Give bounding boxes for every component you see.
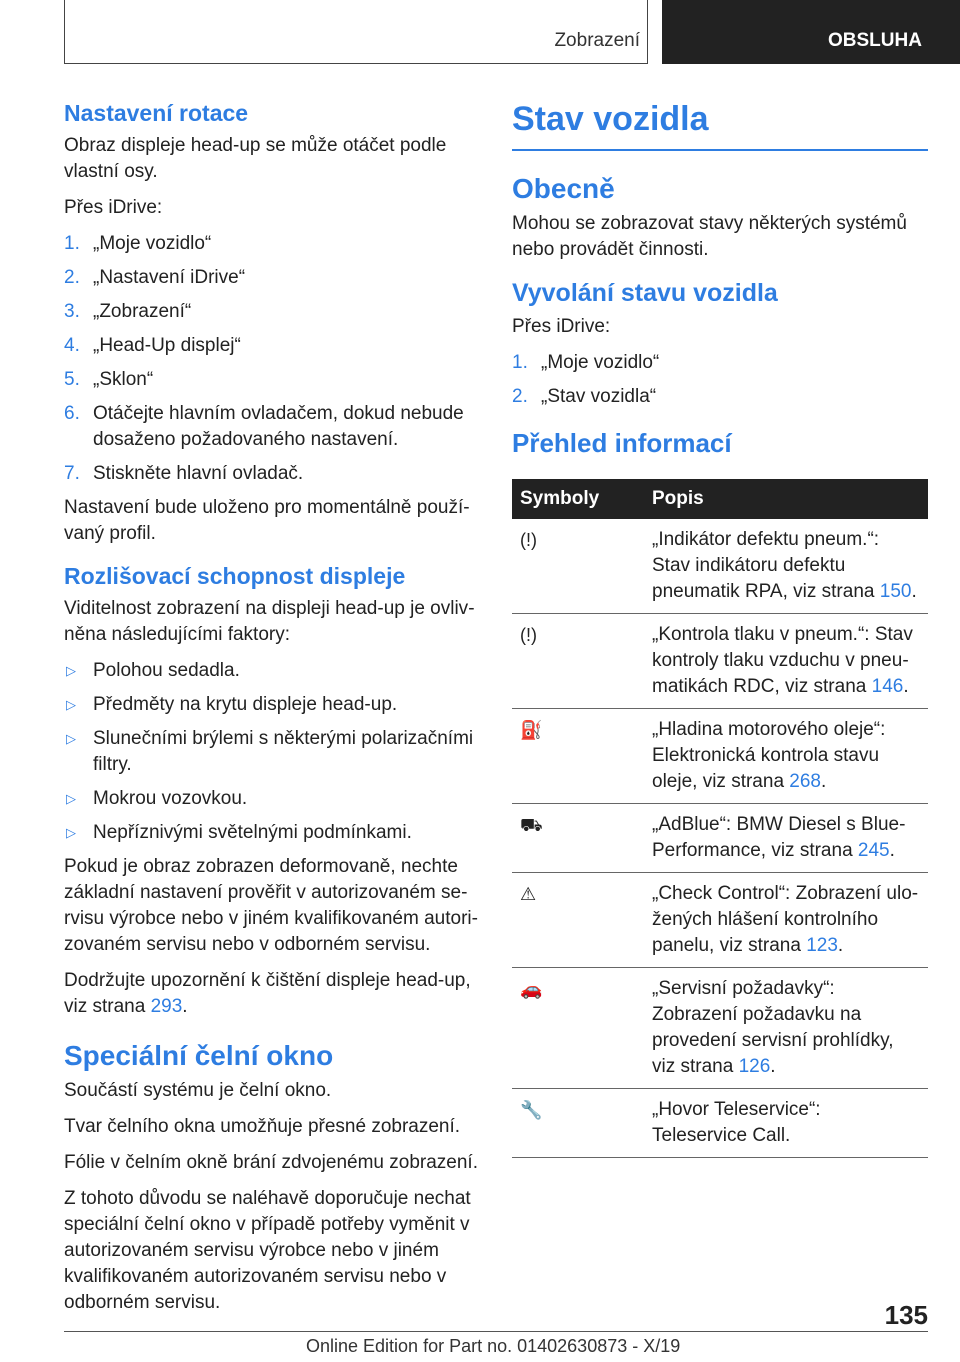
row-text: „Kontrola tlaku v pneum.“: Stav kontroly tlaku vzduchu v pneumatikách RDC, viz strana: [652, 624, 913, 697]
table-row: (!) „Kontrola tlaku v pneum.“: Stav kontroly tlaku vzduchu v pneumatikách RDC, viz strana 146.: [512, 614, 928, 709]
triangle-bullet-icon: ▷: [66, 731, 76, 746]
status-steps: [512, 350, 928, 410]
triangle-bullet-icon: ▷: [66, 663, 76, 678]
step-text: „Moje vozidlo“: [93, 233, 212, 254]
step-item: [64, 299, 478, 325]
step-item: [512, 384, 928, 410]
step-number: 3.: [64, 301, 80, 322]
step-item: [64, 231, 478, 257]
row-text: „Hladina motorového oleje“: Elektronická kontrola stavu oleje, viz strana: [652, 719, 886, 792]
resolution-heading: Rozlišovací schopnost displeje: [64, 563, 406, 589]
windshield-p4: Z tohoto důvodu se naléhavě doporučuje nechat speciální čelní okno v případě potřeby vyměnit v autorizovaném servisu výrobce nebo v jiném kvalifikovaném autorizovaném servisu nebo v odborném servisu.: [64, 1188, 471, 1313]
factor-text: Nepříznivými světelnými podmínkami.: [93, 822, 412, 843]
teleservice-wrench-icon: 🔧: [520, 1100, 543, 1120]
triangle-bullet-icon: ▷: [66, 697, 76, 712]
vehicle-status-title: Stav vozidla: [512, 100, 928, 151]
page-link-293[interactable]: 293: [150, 996, 183, 1017]
overview-heading: Přehled informací: [512, 428, 732, 458]
tire-pressure-warning-icon: (!): [520, 530, 537, 550]
saved-text: Nastavení bude uloženo pro momentálně používaný profil.: [64, 497, 470, 544]
car-service-icon: 🚗: [520, 979, 543, 999]
table-row: 🚗 „Servisní požadavky“: Zobrazení požadavku na provedení servisní prohlídky, viz strana 126.: [512, 968, 928, 1089]
footer-edition: Online Edition for Part no. 01402630873 - X/19: [306, 1336, 681, 1356]
triangle-bullet-icon: ▷: [66, 791, 76, 806]
step-text: „Head-Up displej“: [93, 335, 241, 356]
col-symbols: Symboly: [512, 479, 644, 519]
via-idrive-text: Přes iDrive:: [64, 197, 163, 218]
left-column: [64, 100, 478, 1326]
step-item: [64, 333, 478, 359]
row-text: „Check Control“: Zobrazení uložených hlášení kontrolního panelu, viz strana: [652, 883, 919, 956]
row-text: „Hovor Teleservice“: Teleservice Call.: [652, 1099, 821, 1146]
table-row: ⛟ „AdBlue“: BMW Diesel s BluePerformance, viz strana 245.: [512, 804, 928, 873]
call-status-heading: Vyvolání stavu vozidla: [512, 279, 778, 307]
step-number: 1.: [64, 233, 80, 254]
table-row: [512, 1089, 928, 1158]
factor-text: Mokrou vozovkou.: [93, 788, 248, 809]
step-number: 5.: [64, 369, 80, 390]
windshield-heading: Speciální čelní okno: [64, 1040, 334, 1071]
row-text: „Servisní požadavky“: Zobrazení požadavku na provedení servisní prohlídky, viz strana: [652, 978, 894, 1077]
step-number: 2.: [512, 386, 528, 407]
rotation-text: Obraz displeje head-up se může otáčet podle vlastní osy.: [64, 135, 447, 182]
header-section-title: Zobrazení: [554, 30, 640, 51]
row-text: „AdBlue“: BMW Diesel s BluePerformance, viz strana: [652, 814, 906, 861]
page-number: 135: [884, 1300, 928, 1330]
table-row: (!) „Indikátor defektu pneum.“: Stav indikátoru defektu pneumatik RPA, viz strana 150.: [512, 519, 928, 614]
step-text: Otáčejte hlavním ovladačem, dokud nebude dosaženo požadovaného nastavení.: [93, 403, 464, 450]
tire-pressure-control-icon: (!): [520, 625, 537, 645]
factor-item: [64, 786, 478, 812]
step-text: „Moje vozidlo“: [541, 352, 660, 373]
factor-item: [64, 658, 478, 684]
via-idrive-text: Přes iDrive:: [512, 316, 611, 337]
info-table: [512, 479, 928, 1158]
windshield-p1: Součástí systému je čelní okno.: [64, 1080, 332, 1101]
warning-triangle-icon: ⚠: [520, 884, 537, 904]
factor-text: Polohou sedadla.: [93, 660, 240, 681]
factor-list: [64, 658, 478, 846]
windshield-p2: Tvar čelního okna umožňuje přesné zobrazení.: [64, 1116, 461, 1137]
step-text: Stiskněte hlavní ovladač.: [93, 463, 304, 484]
table-header: [512, 479, 928, 519]
step-number: 6.: [64, 403, 80, 424]
cleaning-text: Dodržujte upozornění k čištění displeje head-up, viz strana 293.: [64, 970, 471, 1017]
footer-divider: [64, 1331, 928, 1332]
rotation-steps: [64, 231, 478, 487]
step-item: [64, 367, 478, 393]
step-number: 7.: [64, 463, 80, 484]
factor-text: Předměty na krytu displeje head-up.: [93, 694, 398, 715]
step-number: 2.: [64, 267, 80, 288]
page-link[interactable]: 123: [806, 935, 838, 956]
page-link[interactable]: 146: [871, 676, 904, 697]
row-text: „Indikátor defektu pneum.“: Stav indikátoru defektu pneumatik RPA, viz strana: [652, 529, 880, 602]
step-text: „Zobrazení“: [93, 301, 192, 322]
table-row: ⚠ „Check Control“: Zobrazení uložených hlášení kontrolního panelu, viz strana 123.: [512, 873, 928, 968]
rotation-heading: Nastavení rotace: [64, 100, 249, 126]
deformed-text: Pokud je obraz zobrazen deformovaně, nechte základní nastavení prověřit v autorizovaném servisu výrobce nebo v jiném kvalifikovaném autorizovaném servisu nebo v odborném servisu.: [64, 856, 478, 955]
windshield-p3: Fólie v čelním okně brání zdvojenému zobrazení.: [64, 1152, 478, 1173]
adblue-icon: ⛟: [520, 815, 543, 835]
page-link[interactable]: 245: [857, 840, 890, 861]
resolution-text: Viditelnost zobrazení na displeji head-up je ovlivněna následujícími faktory:: [64, 598, 475, 645]
general-text: Mohou se zobrazovat stavy některých systémů nebo provádět činnosti.: [512, 213, 907, 260]
page-link[interactable]: 126: [738, 1056, 771, 1077]
step-item: [512, 350, 928, 376]
step-item: [64, 265, 478, 291]
table-row: ⛽ „Hladina motorového oleje“: Elektronická kontrola stavu oleje, viz strana 268.: [512, 709, 928, 804]
step-text: „Sklon“: [93, 369, 154, 390]
cleaning-sentence: Dodržujte upozornění k čištění displeje head-up, viz strana: [64, 970, 471, 1017]
step-text: „Stav vozidla“: [541, 386, 657, 407]
step-text: „Nastavení iDrive“: [93, 267, 246, 288]
step-number: 4.: [64, 335, 80, 356]
step-item: [64, 401, 478, 453]
header-chapter-tab: [662, 0, 960, 64]
factor-item: [64, 820, 478, 846]
chapter-label: OBSLUHA: [828, 30, 922, 51]
col-description: Popis: [644, 479, 928, 519]
oil-can-icon: ⛽: [520, 720, 543, 740]
page-link[interactable]: 150: [879, 581, 912, 602]
factor-item: [64, 726, 478, 778]
step-number: 1.: [512, 352, 528, 373]
page-link[interactable]: 268: [789, 771, 821, 792]
general-heading: Obecně: [512, 173, 615, 204]
factor-text: Slunečními brýlemi s některými polarizačními filtry.: [93, 728, 474, 775]
factor-item: [64, 692, 478, 718]
step-item: [64, 461, 478, 487]
triangle-bullet-icon: ▷: [66, 825, 76, 840]
right-column: [512, 100, 928, 1158]
